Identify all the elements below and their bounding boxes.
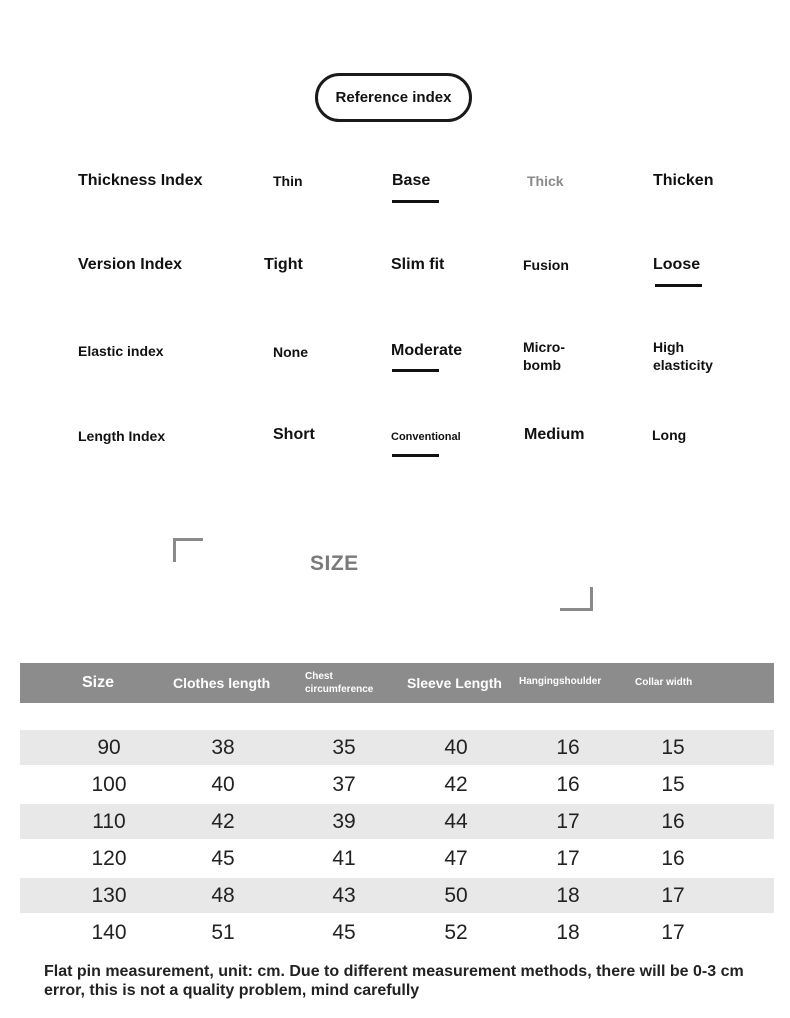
elastic-option-high-elasticity: High elasticity xyxy=(653,339,713,373)
selected-indicator xyxy=(392,200,439,203)
cell-chest: 35 xyxy=(332,736,356,759)
cell-size: 90 xyxy=(97,736,121,759)
table-row xyxy=(20,730,774,765)
thickness-index-label: Thickness Index xyxy=(78,172,203,189)
thickness-option-thicken: Thicken xyxy=(653,172,714,189)
cell-clothes-length: 38 xyxy=(211,736,235,759)
cell-sleeve-length: 47 xyxy=(444,847,468,870)
cell-clothes-length: 51 xyxy=(211,921,235,944)
cell-shoulder: 17 xyxy=(556,847,580,870)
length-option-long: Long xyxy=(652,427,687,443)
table-row xyxy=(20,878,774,913)
cell-size: 140 xyxy=(91,921,127,944)
cell-clothes-length: 40 xyxy=(211,773,235,796)
cell-sleeve-length: 50 xyxy=(444,884,468,907)
elastic-option-micro-bomb: Micro- bomb xyxy=(523,339,565,373)
elastic-index-label: Elastic index xyxy=(78,343,164,359)
cell-chest: 41 xyxy=(332,847,356,870)
thickness-index-row xyxy=(0,172,790,212)
length-option-medium: Medium xyxy=(524,426,585,443)
length-option-conventional: Conventional xyxy=(391,431,461,443)
header-size: Size xyxy=(82,674,115,691)
cell-chest: 45 xyxy=(332,921,356,944)
version-option-loose: Loose xyxy=(653,256,701,273)
elastic-option-moderate: Moderate xyxy=(391,342,463,359)
cell-chest: 43 xyxy=(332,884,356,907)
header-collar-width: Collar width xyxy=(635,677,693,688)
selected-indicator xyxy=(655,284,702,287)
cell-sleeve-length: 40 xyxy=(444,736,468,759)
table-row xyxy=(20,767,774,802)
cell-sleeve-length: 42 xyxy=(444,773,468,796)
cell-sleeve-length: 44 xyxy=(444,810,468,833)
cell-size: 130 xyxy=(91,884,127,907)
measurement-note: Flat pin measurement, unit: cm. Due to different measurement methods, there will be 0-3 cm error, this is not a quality problem, mind carefully xyxy=(44,963,744,999)
corner-bracket-bottom-right xyxy=(560,587,593,611)
header-chest-circumference: Chest circumference xyxy=(305,671,374,695)
selected-indicator xyxy=(392,454,439,457)
cell-chest: 39 xyxy=(332,810,356,833)
reference-index-title: Reference index xyxy=(315,73,472,122)
cell-collar-width: 17 xyxy=(661,884,685,907)
cell-shoulder: 16 xyxy=(556,736,580,759)
version-option-slim-fit: Slim fit xyxy=(391,256,445,273)
cell-collar-width: 15 xyxy=(661,773,685,796)
table-row xyxy=(20,915,774,950)
cell-collar-width: 16 xyxy=(661,847,685,870)
header-clothes-length: Clothes length xyxy=(173,675,271,691)
version-index-row xyxy=(0,256,790,296)
thickness-option-thick: Thick xyxy=(527,173,564,189)
elastic-index-row xyxy=(0,339,790,379)
cell-chest: 37 xyxy=(332,773,356,796)
cell-clothes-length: 42 xyxy=(211,810,235,833)
cell-size: 120 xyxy=(91,847,127,870)
cell-sleeve-length: 52 xyxy=(444,921,468,944)
cell-collar-width: 15 xyxy=(661,736,685,759)
cell-shoulder: 18 xyxy=(556,921,580,944)
length-index-label: Length Index xyxy=(78,428,166,444)
table-row xyxy=(20,841,774,876)
size-table-header xyxy=(20,663,774,703)
cell-collar-width: 16 xyxy=(661,810,685,833)
corner-bracket-top-left xyxy=(173,538,203,562)
cell-shoulder: 17 xyxy=(556,810,580,833)
thickness-option-thin: Thin xyxy=(273,173,303,189)
cell-clothes-length: 48 xyxy=(211,884,235,907)
table-row xyxy=(20,804,774,839)
cell-collar-width: 17 xyxy=(661,921,685,944)
cell-clothes-length: 45 xyxy=(211,847,235,870)
version-option-tight: Tight xyxy=(264,256,303,273)
version-index-label: Version Index xyxy=(78,256,183,273)
size-section-title: SIZE xyxy=(310,552,359,575)
header-sleeve-length: Sleeve Length xyxy=(407,675,502,691)
length-option-short: Short xyxy=(273,426,315,443)
length-index-row xyxy=(0,426,790,466)
version-option-fusion: Fusion xyxy=(523,257,569,273)
cell-size: 100 xyxy=(91,773,127,796)
cell-shoulder: 18 xyxy=(556,884,580,907)
elastic-option-none: None xyxy=(273,344,308,360)
cell-shoulder: 16 xyxy=(556,773,580,796)
thickness-option-base: Base xyxy=(392,172,431,189)
cell-size: 110 xyxy=(92,810,126,833)
header-hanging-shoulder: Hangingshoulder xyxy=(519,676,602,687)
selected-indicator xyxy=(392,369,439,372)
